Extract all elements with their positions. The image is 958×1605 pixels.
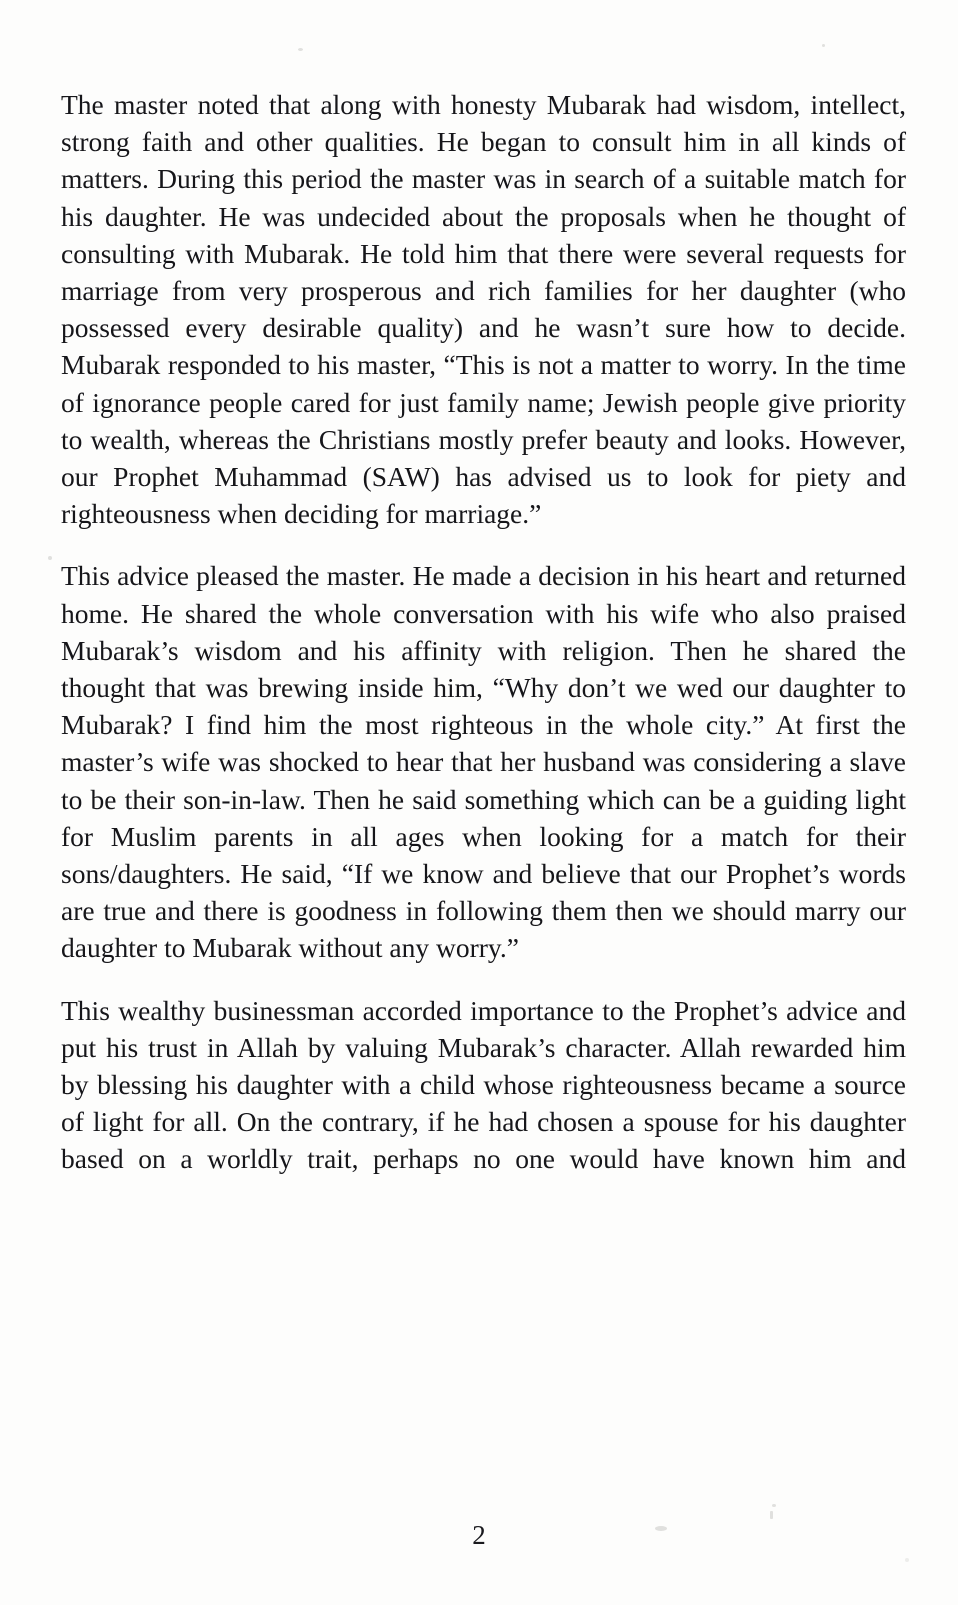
scan-speck: [770, 1511, 773, 1519]
paragraph-2: This advice pleased the master. He made a decision in his heart and returned home. He shared the whole conversation with his wife who also praised Mubarak’s wisdom and his affinity with religion. Then he shared the thought that was brewing inside him, “Why don’t we wed our daughter to Mubarak? I find him the most righteous in the whole city.” At first the master’s wife was shocked to hear that her husband was considering a slave to be their son-in-law. Then he said something which can be a guiding light for Muslim parents in all ages when looking for a match for their sons/daughters. He said, “If we know and believe that our Prophet’s words are true and there is goodness in following them then we should marry our daughter to Mubarak without any worry.”: [61, 560, 906, 964]
paragraph-1: The master noted that along with honesty Mubarak had wisdom, intellect, strong faith and other qualities. He began to consult him in all kinds of matters. During this period the master was in search of a suitable match for his daughter. He was undecided about the proposals when he thought of consulting with Mubarak. He told him that there were several requests for marriage from very prosperous and rich families for her daughter (who possessed every desirable quality) and he wasn’t sure how to decide. Mubarak responded to his master, “This is not a matter to worry. In the time of ignorance people cared for just family name; Jewish people give priority to wealth, whereas the Christians mostly prefer beauty and looks. However, our Prophet Muhammad (SAW) has advised us to look for piety and righteousness when deciding for marriage.”: [61, 89, 906, 530]
body-text-block: [61, 86, 906, 1178]
scan-speck: [298, 48, 303, 51]
scan-speck: [772, 1504, 776, 1507]
paragraph-3: This wealthy businessman accorded importance to the Prophet’s advice and put his trust in Allah by valuing Mubarak’s character. Allah rewarded him by blessing his daughter with a child whose righteousness became a source of light for all. On the contrary, if he had chosen a spouse for his daughter based on a worldly trait, perhaps no one would have known him and: [61, 994, 906, 1175]
page-number: 2: [472, 1520, 486, 1550]
scan-speck: [905, 1558, 909, 1562]
scan-speck: [48, 556, 52, 560]
scan-speck: [822, 44, 825, 47]
